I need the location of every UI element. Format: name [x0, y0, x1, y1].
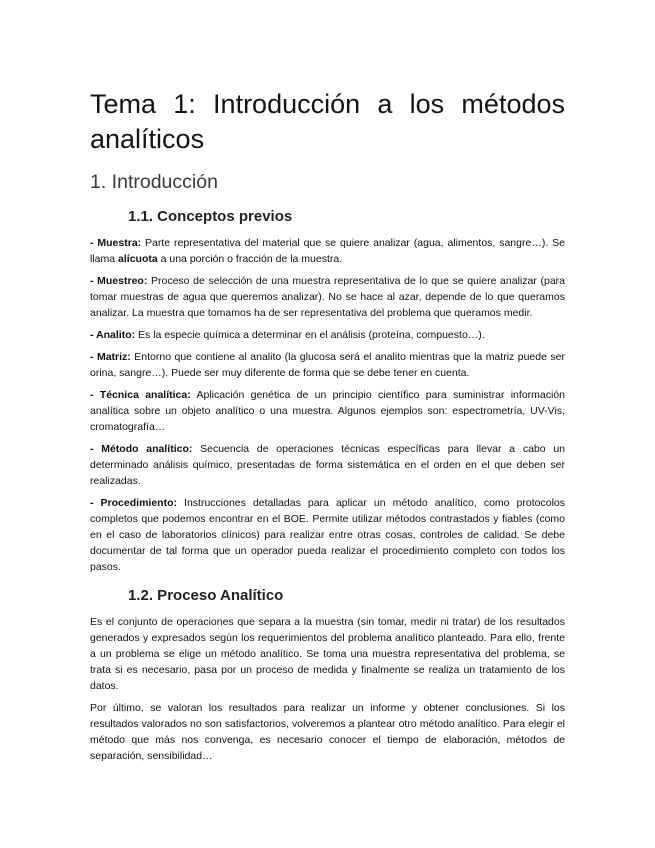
definition-term: - Método analítico: — [90, 443, 193, 455]
page-title: Tema 1: Introducción a los métodos analíticos — [90, 89, 565, 154]
definition-text: Es la especie química a determinar en el análisis (proteína, compuesto…). — [135, 329, 485, 341]
section-heading-introduccion: 1. Introducción — [90, 171, 218, 193]
definition-term: - Muestra: — [90, 237, 142, 249]
definition-text: a una porción o fracción de la muestra. — [157, 253, 343, 265]
definition-metodo-analitico — [90, 441, 565, 489]
definition-text: Proceso de selección de una muestra representativa de lo que se quiere analizar (para tomar muestras de agua que queremos analizar). No se hace al azar, depende de lo que queramos analizar. La muestra que tomamos ha de ser representativa del problema que queramos medir. — [90, 275, 565, 319]
definition-term: - Muestreo: — [90, 275, 148, 287]
definition-term: - Matriz: — [90, 351, 131, 363]
definition-muestra — [90, 235, 565, 267]
definition-term: - Procedimiento: — [90, 497, 177, 509]
subsection-heading-proceso-analitico: 1.2. Proceso Analítico — [128, 587, 284, 604]
definition-muestreo — [90, 273, 565, 321]
definition-procedimiento — [90, 495, 565, 575]
definition-matriz — [90, 349, 565, 381]
definition-text: Entorno que contiene al analito (la glucosa será el analito mientras que la matriz puede ser orina, sangre…). Puede ser muy diferente de forma que se debe tener en cuenta. — [90, 351, 565, 379]
paragraph: Es el conjunto de operaciones que separa a la muestra (sin tomar, medir ni tratar) de los resultados generados y expresados según los requerimientos del problema analítico planteado. Para ello, frente a un problema se elige un método analítico. Se toma una muestra representativa del problema, se trata si es necesario, pasa por un proceso de medida y finalmente se realiza un tratamiento de los datos. — [90, 616, 565, 692]
definition-tecnica-analitica — [90, 387, 565, 435]
paragraph: Por último, se valoran los resultados para realizar un informe y obtener conclusiones. Si los resultados valorados no son satisfactorios, volveremos a plantear otro método analítico. Para elegir el método que más nos convenga, es necesario conocer el tiempo de elaboración, métodos de separación, sensibilidad… — [90, 702, 565, 762]
definition-text: Aplicación genética de un principio científico para suministrar información analítica sobre un objeto analítico o una muestra. Algunos ejemplos son: espectrometría, UV-Vis, cromatografía… — [90, 389, 565, 433]
definition-text: Instrucciones detalladas para aplicar un método analítico, como protocolos completos que podemos encontrar en el BOE. Permite utilizar métodos contrastados y fiables (como en el caso de laboratorios clínicos) para realizar entre otras cosas, controles de calidad. Se debe documentar de tal forma que un operador pueda realizar el procedimiento completo con todos los pasos. — [90, 497, 566, 573]
definition-text: Secuencia de operaciones técnicas específicas para llevar a cabo un determinado análisis químico, presentadas de forma sistemática en el orden en el que deben ser realizadas. — [90, 443, 566, 487]
document-body — [90, 87, 565, 764]
definition-analito — [90, 327, 565, 343]
definition-term: - Analito: — [90, 329, 136, 341]
definition-text: Parte representativa del material que se quiere analizar (agua, alimentos, sangre…). Se llama — [90, 237, 565, 265]
definition-term: - Técnica analítica: — [90, 389, 191, 401]
definition-term-alicuota: alícuota — [118, 253, 158, 265]
subsection-heading-conceptos-previos: 1.1. Conceptos previos — [128, 208, 293, 225]
